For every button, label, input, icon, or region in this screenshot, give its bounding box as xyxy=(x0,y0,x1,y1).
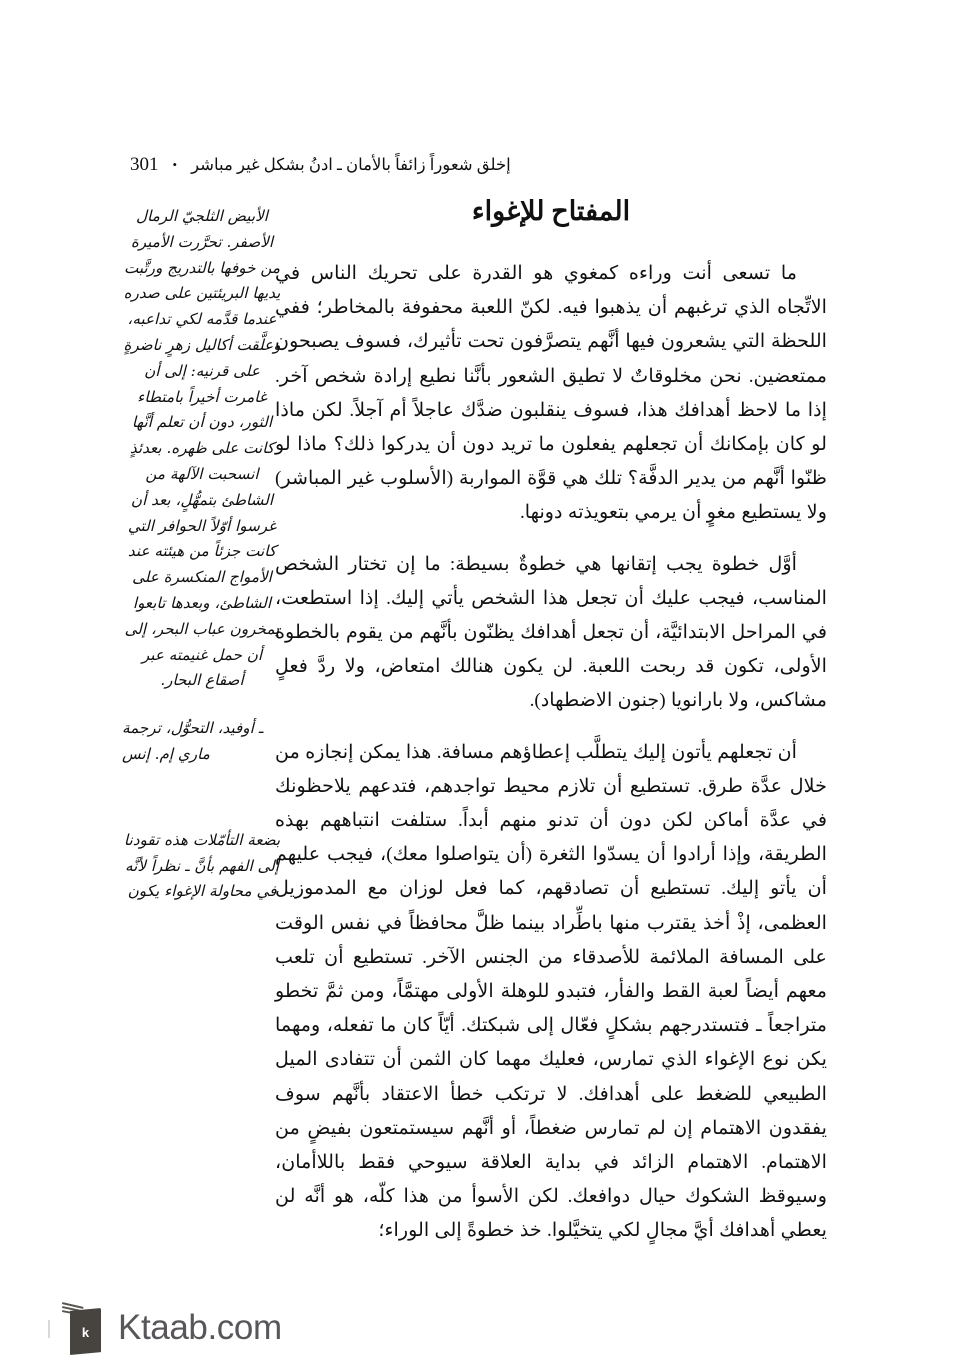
gutter-tick xyxy=(48,1320,50,1338)
running-header xyxy=(130,150,825,180)
margin-note-column xyxy=(122,204,282,905)
running-title: إخلق شعوراً زائفاً بالأمان ـ ادنُ بشكل غير مباشر xyxy=(191,155,511,174)
page-body xyxy=(122,196,827,1242)
body-paragraph: ما تسعى أنت وراءه كمغوي هو القدرة على تحريك الناس في الاتِّجاه الذي ترغبهم أن يذهبوا فيه. لكنّ اللعبة محفوفة بالمخاطر؛ ففي اللحظة التي يشعرون فيها أنَّهم يتصرَّفون تحت تأثيرك، فسوف يصبحون ممتعضين. نحن مخلوقاتٌ لا تطيق الشعور بأنَّنا نطيع إرادة شخص آخر. إذا ما لاحظ أهدافك هذا، فسوف ينقلبون ضدَّك عاجلاً أم آجلاً. لكن ماذا لو كان بإمكانك أن تجعلهم يفعلون ما تريد دون أن يدركوا ذلك؟ ماذا لو ظنّوا أنَّهم من يدير الدفَّة؟ تلك هي قوَّة المواربة (الأسلوب غير المباشر) ولا يستطيع مغوٍ أن يرمي بتعويذته دونها. xyxy=(275,263,827,524)
margin-quote-secondary: بضعة التأمّلات هذه تقودنا إلى الفهم بأنَّ ـ نظراً لأنَّه في محاولة الإغواء يكون xyxy=(123,830,281,901)
margin-quote-attribution: ـ أوفيد، التحوُّل، ترجمة ماري إم. إنس xyxy=(122,719,264,763)
ktaab-watermark xyxy=(62,1298,282,1356)
watermark-site-name: Ktaab.com xyxy=(118,1307,282,1347)
book-logo-icon xyxy=(62,1298,106,1356)
main-text-column xyxy=(275,196,827,1249)
header-separator-bullet: • xyxy=(172,156,178,172)
margin-quote: الأبيض الثلجيّ الرمال الأصفر. تحرَّرت الأميرة من خوفها بالتدريج ورتَّبت يديها البريئتين على صدره عندما قدَّمه لكي تداعبه، وعلَّقت أكاليل زهرٍ ناضرةٍ على قرنيه: إلى أن غامرت أخيراً بامتطاء الثور، دون أن تعلم أنَّها كانت على ظهره. بعدئذٍ انسحبت الآلهة من الشاطئ بتمهُّلٍ، بعد أن غرسوا أوّلاً الحوافر التي كانت جزئاً من هيئته عند الأمواج المنكسرة على الشاطئ، وبعدها تابعوا يمخرون عباب البحر، إلى أن حمل غنيمته عبر أصقاع البحار. xyxy=(123,207,281,690)
chapter-title: المفتاح للإغواء xyxy=(471,196,631,226)
page-number: 301 xyxy=(130,154,159,175)
logo-letter: k xyxy=(81,1325,90,1340)
body-paragraph: أوَّل خطوة يجب إتقانها هي خطوةٌ بسيطة: ما إن تختار الشخص المناسب، فيجب عليك أن تجعل هذا الشخص يأتي إليك. إذا استطعت، في المراحل الابتدائيَّة، أن تجعل أهدافك يظنّون بأنَّهم من يقوم بالخطوة الأولى، تكون قد ربحت اللعبة. لن يكون هنالك امتعاض، ولا ردَّ فعلٍ مشاكس، ولا بارانويا (جنون الاضطهاد). xyxy=(275,553,827,712)
body-paragraph: أن تجعلهم يأتون إليك يتطلَّب إعطاؤهم مسافة. هذا يمكن إنجازه من خلال عدَّة طرق. تستطيع أن تلازم محيط تواجدهم، فتدعهم يلاحظونك في عدَّة أماكن لكن دون أن تدنو منهم أبداً. ستلفت انتباههم بهذه الطريقة، وإذا أرادوا أن يسدّوا الثغرة (أن يتواصلوا معك)، فيجب عليهم أن يأتو إليك. تستطيع أن تصادقهم، كما فعل لوزان مع المدموزيل العظمى، إذْ أخذ يقترب منها باطِّراد بينما ظلَّ محافظاً في نفس الوقت على المسافة الملائمة للأصدقاء من الجنس الآخر. تستطيع أن تلعب معهم أيضاً لعبة القط والفأر، فتبدو للوهلة الأولى مهتمَّاً، ومن ثمَّ تخطو متراجعاً ـ فتستدرجهم بشكلٍ فعّال إلى شبكتك. أيّاً كان ما تفعله، ومهما يكن نوع الإغواء الذي تمارس، فعليك مهما كان الثمن أن تتفادى الميل الطبيعي للضغط على أهدافك. لا ترتكب خطأ الاعتقاد بأنَّهم سوف يفقدون الاهتمام إن لم تمارس ضغطاً، أو أنَّهم سيستمتعون بفيضٍ من الاهتمام. الاهتمام الزائد في بداية العلاقة سيوحي فقط باللاأمان، وسيوقظ الشكوك حيال دوافعك. لكن الأسوأ من هذا كلّه، هو أنَّه لن يعطي أهدافك أيَّ مجالٍ لكي يتخيَّلوا. خذ خطوةً إلى الوراء؛ xyxy=(275,741,827,1242)
